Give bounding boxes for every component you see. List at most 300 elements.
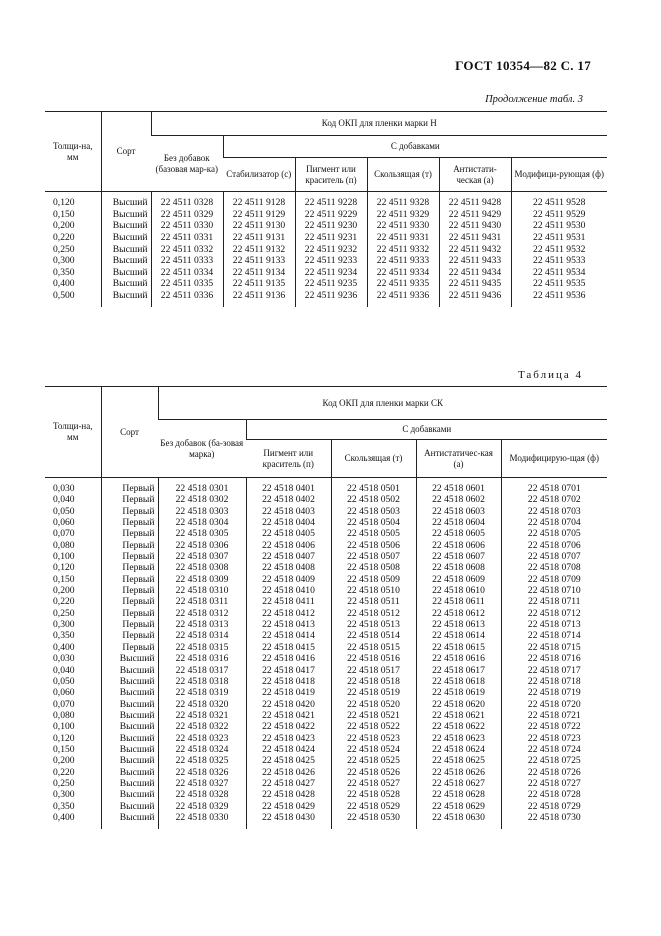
cell-okp-code: 22 4518 0620 [416, 699, 501, 710]
cell-okp-code: 22 4518 0512 [331, 608, 416, 619]
cell-okp-code: 22 4511 9336 [367, 290, 439, 308]
cell-okp-code: 22 4511 9430 [439, 220, 511, 232]
cell-thickness: 0,060 [53, 517, 75, 529]
cell-okp-code: 22 4518 0615 [416, 642, 501, 653]
table-row [45, 220, 607, 232]
cell-thickness: 0,220 [53, 766, 75, 778]
cell-okp-code: 22 4518 0523 [331, 733, 416, 744]
cell-okp-code: 22 4511 9433 [439, 255, 511, 267]
cell-grade: Высший [101, 767, 158, 778]
cell-okp-code: 22 4511 9529 [511, 209, 607, 221]
cell-okp-code: 22 4518 0422 [246, 721, 331, 732]
header-grade: Сорт [101, 387, 158, 478]
cell-thickness: 0,400 [53, 641, 75, 653]
cell-okp-code: 22 4518 0313 [158, 619, 246, 630]
cell-okp-code: 22 4518 0524 [331, 744, 416, 755]
cell-okp-code: 22 4518 0314 [158, 630, 246, 641]
cell-grade: Первый [101, 642, 158, 653]
cell-okp-code: 22 4518 0625 [416, 755, 501, 766]
header-okp-group: Код ОКП для пленки марки СК [158, 387, 607, 420]
cell-okp-code: 22 4518 0519 [331, 687, 416, 698]
cell-okp-code: 22 4518 0402 [246, 494, 331, 505]
cell-okp-code: 22 4511 9328 [367, 192, 439, 209]
table-row [45, 721, 607, 732]
cell-grade: Высший [101, 665, 158, 676]
cell-okp-code: 22 4518 0311 [158, 596, 246, 607]
cell-thickness: 0,040 [53, 494, 75, 506]
cell-okp-code: 22 4511 9432 [439, 243, 511, 255]
header-antistatic: Антистатичес-кая (а) [416, 440, 501, 478]
cell-okp-code: 22 4518 0321 [158, 710, 246, 721]
table-row [45, 619, 607, 630]
cell-okp-code: 22 4511 9230 [295, 220, 367, 232]
cell-okp-code: 22 4518 0419 [246, 687, 331, 698]
cell-thickness: 0,500 [53, 289, 75, 301]
cell-okp-code: 22 4511 9136 [223, 290, 295, 308]
table-row [45, 267, 607, 279]
cell-okp-code: 22 4518 0312 [158, 608, 246, 619]
table-row [45, 517, 607, 528]
cell-okp-code: 22 4518 0730 [501, 812, 607, 829]
cell-thickness: 0,050 [53, 505, 75, 517]
cell-okp-code: 22 4518 0309 [158, 574, 246, 585]
cell-okp-code: 22 4518 0322 [158, 721, 246, 732]
cell-okp-code: 22 4518 0605 [416, 528, 501, 539]
table-row [45, 687, 607, 698]
header-modifying: Модифицирую-щая (ф) [501, 440, 607, 478]
cell-okp-code: 22 4518 0504 [331, 517, 416, 528]
cell-okp-code: 22 4511 0334 [151, 267, 223, 279]
table-row [45, 789, 607, 800]
cell-okp-code: 22 4518 0718 [501, 676, 607, 687]
cell-thickness: 0,350 [53, 630, 75, 642]
cell-okp-code: 22 4511 0328 [151, 192, 223, 209]
cell-okp-code: 22 4511 9435 [439, 278, 511, 290]
cell-grade: Первый [101, 574, 158, 585]
cell-thickness: 0,200 [53, 220, 75, 232]
cell-thickness: 0,150 [53, 743, 75, 755]
cell-thickness: 0,220 [53, 596, 75, 608]
table-row [45, 733, 607, 744]
cell-okp-code: 22 4518 0420 [246, 699, 331, 710]
cell-okp-code: 22 4518 0514 [331, 630, 416, 641]
cell-okp-code: 22 4518 0724 [501, 744, 607, 755]
cell-okp-code: 22 4518 0304 [158, 517, 246, 528]
cell-okp-code: 22 4511 9132 [223, 243, 295, 255]
cell-okp-code: 22 4511 9128 [223, 192, 295, 209]
cell-thickness: 0,030 [53, 483, 75, 495]
cell-okp-code: 22 4518 0617 [416, 665, 501, 676]
cell-thickness: 0,150 [53, 573, 75, 585]
cell-okp-code: 22 4511 9335 [367, 278, 439, 290]
cell-grade: Первый [101, 608, 158, 619]
cell-grade: Первый [101, 517, 158, 528]
cell-grade: Высший [101, 721, 158, 732]
cell-okp-code: 22 4511 9330 [367, 220, 439, 232]
cell-okp-code: 22 4518 0728 [501, 789, 607, 800]
cell-okp-code: 22 4518 0513 [331, 619, 416, 630]
cell-okp-code: 22 4518 0323 [158, 733, 246, 744]
cell-okp-code: 22 4511 9528 [511, 192, 607, 209]
cell-grade: Первый [101, 506, 158, 517]
cell-okp-code: 22 4518 0414 [246, 630, 331, 641]
cell-okp-code: 22 4511 9532 [511, 243, 607, 255]
cell-okp-code: 22 4511 9131 [223, 232, 295, 244]
cell-okp-code: 22 4518 0727 [501, 778, 607, 789]
header-no-additives: Без добавок (базовая мар-ка) [151, 136, 223, 192]
table-row [45, 801, 607, 812]
cell-okp-code: 22 4518 0320 [158, 699, 246, 710]
table-row [45, 642, 607, 653]
table-row [45, 209, 607, 221]
table-3 [45, 111, 607, 307]
cell-grade: Первый [101, 630, 158, 641]
cell-okp-code: 22 4518 0317 [158, 665, 246, 676]
cell-thickness: 0,150 [53, 208, 75, 220]
cell-okp-code: 22 4511 9234 [295, 267, 367, 279]
cell-grade: Высший [101, 290, 151, 308]
cell-grade: Первый [101, 494, 158, 505]
table-row [45, 540, 607, 551]
cell-thickness: 0,300 [53, 789, 75, 801]
cell-okp-code: 22 4518 0716 [501, 653, 607, 664]
cell-okp-code: 22 4518 0629 [416, 801, 501, 812]
header-okp-group: Код ОКП для пленки марки Н [151, 112, 607, 136]
cell-okp-code: 22 4518 0701 [501, 478, 607, 495]
cell-okp-code: 22 4518 0518 [331, 676, 416, 687]
cell-okp-code: 22 4518 0614 [416, 630, 501, 641]
cell-grade: Высший [101, 778, 158, 789]
cell-grade: Высший [101, 710, 158, 721]
cell-grade: Высший [101, 755, 158, 766]
cell-okp-code: 22 4518 0408 [246, 562, 331, 573]
cell-thickness: 0,250 [53, 243, 75, 255]
cell-okp-code: 22 4518 0306 [158, 540, 246, 551]
cell-grade: Первый [101, 528, 158, 539]
cell-okp-code: 22 4518 0403 [246, 506, 331, 517]
cell-okp-code: 22 4518 0601 [416, 478, 501, 495]
cell-okp-code: 22 4518 0720 [501, 699, 607, 710]
cell-grade: Первый [101, 619, 158, 630]
cell-okp-code: 22 4518 0520 [331, 699, 416, 710]
cell-thickness: 0,350 [53, 800, 75, 812]
cell-okp-code: 22 4511 9333 [367, 255, 439, 267]
cell-thickness: 0,100 [53, 721, 75, 733]
cell-okp-code: 22 4518 0401 [246, 478, 331, 495]
cell-grade: Высший [101, 801, 158, 812]
cell-thickness: 0,120 [53, 732, 75, 744]
cell-okp-code: 22 4518 0723 [501, 733, 607, 744]
cell-okp-code: 22 4518 0424 [246, 744, 331, 755]
header-pigment: Пигмент или краситель (п) [246, 440, 331, 478]
cell-grade: Первый [101, 540, 158, 551]
cell-grade: Первый [101, 551, 158, 562]
cell-okp-code: 22 4518 0303 [158, 506, 246, 517]
cell-okp-code: 22 4511 0336 [151, 290, 223, 308]
cell-okp-code: 22 4518 0410 [246, 585, 331, 596]
table-row [45, 278, 607, 290]
cell-thickness: 0,120 [53, 562, 75, 574]
cell-okp-code: 22 4511 0330 [151, 220, 223, 232]
table-row [45, 778, 607, 789]
cell-okp-code: 22 4518 0624 [416, 744, 501, 755]
cell-okp-code: 22 4511 9530 [511, 220, 607, 232]
cell-okp-code: 22 4511 0331 [151, 232, 223, 244]
cell-grade: Высший [101, 278, 151, 290]
cell-okp-code: 22 4518 0609 [416, 574, 501, 585]
cell-okp-code: 22 4511 9231 [295, 232, 367, 244]
cell-okp-code: 22 4518 0330 [158, 812, 246, 829]
cell-okp-code: 22 4511 9434 [439, 267, 511, 279]
cell-okp-code: 22 4511 9536 [511, 290, 607, 308]
cell-okp-code: 22 4518 0511 [331, 596, 416, 607]
cell-okp-code: 22 4518 0616 [416, 653, 501, 664]
cell-thickness: 0,060 [53, 687, 75, 699]
cell-okp-code: 22 4518 0527 [331, 778, 416, 789]
cell-thickness: 0,030 [53, 653, 75, 665]
cell-okp-code: 22 4518 0610 [416, 585, 501, 596]
cell-okp-code: 22 4518 0619 [416, 687, 501, 698]
cell-okp-code: 22 4518 0729 [501, 801, 607, 812]
cell-okp-code: 22 4518 0703 [501, 506, 607, 517]
cell-thickness: 0,300 [53, 619, 75, 631]
header-slip: Скользящая (т) [331, 440, 416, 478]
cell-okp-code: 22 4518 0506 [331, 540, 416, 551]
table-row [45, 528, 607, 539]
table-row [45, 608, 607, 619]
table-row [45, 755, 607, 766]
cell-okp-code: 22 4518 0709 [501, 574, 607, 585]
cell-thickness: 0,040 [53, 664, 75, 676]
cell-okp-code: 22 4511 9531 [511, 232, 607, 244]
cell-okp-code: 22 4518 0305 [158, 528, 246, 539]
table-row [45, 574, 607, 585]
cell-okp-code: 22 4511 9229 [295, 209, 367, 221]
cell-okp-code: 22 4518 0428 [246, 789, 331, 800]
cell-okp-code: 22 4518 0604 [416, 517, 501, 528]
cell-okp-code: 22 4511 0329 [151, 209, 223, 221]
table-row [45, 290, 607, 308]
cell-okp-code: 22 4518 0717 [501, 665, 607, 676]
cell-okp-code: 22 4518 0411 [246, 596, 331, 607]
cell-okp-code: 22 4518 0515 [331, 642, 416, 653]
cell-thickness: 0,300 [53, 255, 75, 267]
cell-grade: Высший [101, 653, 158, 664]
cell-okp-code: 22 4518 0725 [501, 755, 607, 766]
cell-okp-code: 22 4518 0325 [158, 755, 246, 766]
cell-thickness: 0,350 [53, 266, 75, 278]
cell-okp-code: 22 4518 0508 [331, 562, 416, 573]
cell-okp-code: 22 4518 0622 [416, 721, 501, 732]
cell-okp-code: 22 4511 9130 [223, 220, 295, 232]
cell-okp-code: 22 4518 0329 [158, 801, 246, 812]
cell-okp-code: 22 4518 0726 [501, 767, 607, 778]
cell-okp-code: 22 4518 0611 [416, 596, 501, 607]
cell-okp-code: 22 4518 0525 [331, 755, 416, 766]
cell-okp-code: 22 4511 9535 [511, 278, 607, 290]
cell-okp-code: 22 4511 9236 [295, 290, 367, 308]
table-4 [45, 386, 607, 829]
cell-okp-code: 22 4518 0608 [416, 562, 501, 573]
cell-okp-code: 22 4518 0326 [158, 767, 246, 778]
cell-okp-code: 22 4511 9428 [439, 192, 511, 209]
cell-okp-code: 22 4518 0516 [331, 653, 416, 664]
cell-okp-code: 22 4518 0507 [331, 551, 416, 562]
cell-grade: Высший [101, 744, 158, 755]
cell-okp-code: 22 4518 0722 [501, 721, 607, 732]
header-with-additives: С добавками [223, 136, 607, 158]
cell-okp-code: 22 4518 0426 [246, 767, 331, 778]
cell-okp-code: 22 4518 0607 [416, 551, 501, 562]
cell-okp-code: 22 4511 0335 [151, 278, 223, 290]
cell-okp-code: 22 4518 0626 [416, 767, 501, 778]
cell-okp-code: 22 4518 0711 [501, 596, 607, 607]
cell-okp-code: 22 4518 0708 [501, 562, 607, 573]
cell-okp-code: 22 4518 0412 [246, 608, 331, 619]
cell-thickness: 0,050 [53, 675, 75, 687]
cell-okp-code: 22 4511 9332 [367, 243, 439, 255]
cell-okp-code: 22 4518 0714 [501, 630, 607, 641]
cell-okp-code: 22 4518 0715 [501, 642, 607, 653]
cell-okp-code: 22 4518 0707 [501, 551, 607, 562]
cell-okp-code: 22 4518 0712 [501, 608, 607, 619]
cell-thickness: 0,120 [53, 197, 75, 209]
cell-okp-code: 22 4518 0517 [331, 665, 416, 676]
cell-okp-code: 22 4518 0406 [246, 540, 331, 551]
cell-okp-code: 22 4518 0316 [158, 653, 246, 664]
cell-okp-code: 22 4518 0425 [246, 755, 331, 766]
table-row [45, 596, 607, 607]
cell-okp-code: 22 4518 0423 [246, 733, 331, 744]
table-row [45, 192, 607, 209]
cell-okp-code: 22 4518 0719 [501, 687, 607, 698]
cell-okp-code: 22 4518 0503 [331, 506, 416, 517]
cell-okp-code: 22 4518 0405 [246, 528, 331, 539]
cell-okp-code: 22 4518 0522 [331, 721, 416, 732]
table4-title: Таблица 4 [517, 369, 583, 381]
header-thickness: Толщи-на, мм [45, 387, 101, 478]
cell-grade: Высший [101, 220, 151, 232]
cell-grade: Высший [101, 192, 151, 209]
cell-grade: Высший [101, 789, 158, 800]
cell-thickness: 0,400 [53, 811, 75, 823]
cell-okp-code: 22 4518 0318 [158, 676, 246, 687]
cell-okp-code: 22 4518 0308 [158, 562, 246, 573]
cell-grade: Первый [101, 585, 158, 596]
cell-okp-code: 22 4518 0628 [416, 789, 501, 800]
cell-grade: Первый [101, 562, 158, 573]
table-row [45, 243, 607, 255]
cell-okp-code: 22 4518 0530 [331, 812, 416, 829]
cell-okp-code: 22 4518 0404 [246, 517, 331, 528]
table3-continuation-label: Продолжение табл. 3 [485, 94, 583, 105]
header-modifying: Модифици-рующая (ф) [511, 158, 607, 192]
cell-grade: Высший [101, 676, 158, 687]
table-row [45, 676, 607, 687]
cell-okp-code: 22 4518 0501 [331, 478, 416, 495]
cell-okp-code: 22 4511 0333 [151, 255, 223, 267]
table-row [45, 630, 607, 641]
header-grade: Сорт [101, 112, 151, 192]
table-row [45, 767, 607, 778]
table-row [45, 699, 607, 710]
cell-okp-code: 22 4511 9135 [223, 278, 295, 290]
cell-okp-code: 22 4511 9235 [295, 278, 367, 290]
cell-okp-code: 22 4518 0627 [416, 778, 501, 789]
table-row [45, 478, 607, 495]
header-stabilizer: Стабилизатор (с) [223, 158, 295, 192]
table-row [45, 551, 607, 562]
cell-okp-code: 22 4518 0409 [246, 574, 331, 585]
cell-okp-code: 22 4511 9436 [439, 290, 511, 308]
table3-body [45, 192, 607, 308]
cell-okp-code: 22 4511 9233 [295, 255, 367, 267]
cell-grade: Высший [101, 232, 151, 244]
cell-thickness: 0,250 [53, 607, 75, 619]
cell-okp-code: 22 4511 9334 [367, 267, 439, 279]
cell-okp-code: 22 4518 0710 [501, 585, 607, 596]
cell-okp-code: 22 4518 0415 [246, 642, 331, 653]
cell-okp-code: 22 4518 0418 [246, 676, 331, 687]
cell-okp-code: 22 4518 0427 [246, 778, 331, 789]
cell-thickness: 0,070 [53, 698, 75, 710]
table-row [45, 232, 607, 244]
cell-okp-code: 22 4518 0421 [246, 710, 331, 721]
cell-okp-code: 22 4518 0702 [501, 494, 607, 505]
cell-thickness: 0,200 [53, 585, 75, 597]
cell-okp-code: 22 4518 0606 [416, 540, 501, 551]
cell-okp-code: 22 4518 0602 [416, 494, 501, 505]
cell-okp-code: 22 4518 0528 [331, 789, 416, 800]
cell-okp-code: 22 4518 0502 [331, 494, 416, 505]
cell-okp-code: 22 4518 0429 [246, 801, 331, 812]
cell-okp-code: 22 4511 9331 [367, 232, 439, 244]
cell-okp-code: 22 4518 0324 [158, 744, 246, 755]
cell-thickness: 0,250 [53, 777, 75, 789]
header-no-additives: Без добавок (ба-зовая марка) [158, 420, 246, 478]
cell-okp-code: 22 4518 0328 [158, 789, 246, 800]
cell-okp-code: 22 4518 0613 [416, 619, 501, 630]
cell-okp-code: 22 4518 0630 [416, 812, 501, 829]
cell-thickness: 0,080 [53, 709, 75, 721]
cell-okp-code: 22 4511 9134 [223, 267, 295, 279]
table-row [45, 494, 607, 505]
table-row [45, 744, 607, 755]
cell-okp-code: 22 4518 0526 [331, 767, 416, 778]
cell-okp-code: 22 4518 0621 [416, 710, 501, 721]
cell-okp-code: 22 4518 0706 [501, 540, 607, 551]
cell-thickness: 0,080 [53, 539, 75, 551]
cell-okp-code: 22 4518 0603 [416, 506, 501, 517]
cell-okp-code: 22 4518 0310 [158, 585, 246, 596]
cell-okp-code: 22 4518 0505 [331, 528, 416, 539]
cell-thickness: 0,100 [53, 551, 75, 563]
cell-grade: Высший [101, 255, 151, 267]
cell-okp-code: 22 4518 0416 [246, 653, 331, 664]
table-row [45, 665, 607, 676]
cell-okp-code: 22 4511 9534 [511, 267, 607, 279]
cell-okp-code: 22 4511 9329 [367, 209, 439, 221]
cell-okp-code: 22 4511 9533 [511, 255, 607, 267]
cell-okp-code: 22 4518 0413 [246, 619, 331, 630]
cell-okp-code: 22 4518 0407 [246, 551, 331, 562]
header-pigment: Пигмент или краситель (п) [295, 158, 367, 192]
cell-grade: Высший [101, 209, 151, 221]
header-with-additives: С добавками [246, 420, 607, 440]
cell-grade: Первый [101, 478, 158, 495]
cell-okp-code: 22 4518 0623 [416, 733, 501, 744]
cell-okp-code: 22 4518 0315 [158, 642, 246, 653]
